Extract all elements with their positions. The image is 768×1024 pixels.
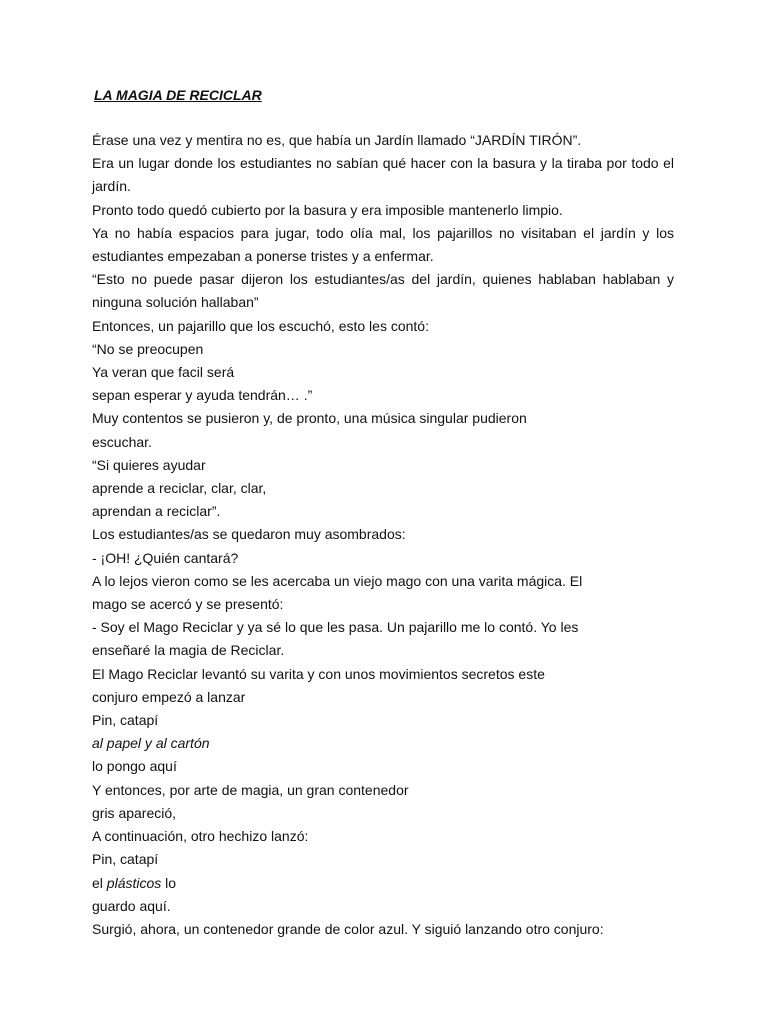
text-line: jardín. [92, 178, 131, 195]
text-line: guardo aquí. [92, 897, 171, 914]
text-line: Ya veran que facil será [92, 364, 235, 381]
text-line: Entonces, un pajarillo que los escuchó, esto les contó: [92, 317, 429, 334]
text-line: enseñaré la magia de Reciclar. [92, 642, 285, 659]
text-line-mixed [92, 872, 674, 895]
text-line: ninguna solución hallaban” [92, 294, 259, 311]
document-title: LA MAGIA DE RECICLAR [94, 87, 262, 103]
text-line: - ¡OH! ¿Quién cantará? [92, 549, 239, 566]
text-fragment-italic: plásticos [106, 874, 162, 891]
text-line: “Esto no puede pasar dijeron los estudiantes/as del jardín, quienes hablaban hablaban y [92, 271, 674, 288]
text-line: lo pongo aquí [92, 758, 177, 775]
document-body [92, 129, 674, 941]
text-line-italic: al papel y al cartón [92, 735, 210, 752]
text-line: aprende a reciclar, clar, clar, [92, 480, 267, 497]
text-line: sepan esperar y ayuda tendrán… .” [92, 387, 313, 404]
text-line: Muy contentos se pusieron y, de pronto, una música singular pudieron [92, 410, 527, 427]
text-line: Ya no había espacios para jugar, todo olía mal, los pajarillos no visitaban el jardín y los [92, 224, 674, 241]
text-line: Los estudiantes/as se quedaron muy asombrados: [92, 526, 406, 543]
text-line: Y entonces, por arte de magia, un gran contenedor [92, 781, 409, 798]
text-line: Surgió, ahora, un contenedor grande de color azul. Y siguió lanzando otro conjuro: [92, 920, 604, 937]
text-fragment: el [92, 874, 107, 891]
text-line: El Mago Reciclar levantó su varita y con unos movimientos secretos este [92, 665, 545, 682]
text-line: Pronto todo quedó cubierto por la basura y era imposible mantenerlo limpio. [92, 201, 563, 218]
text-line: aprendan a reciclar”. [92, 503, 221, 520]
text-line: A lo lejos vieron como se les acercaba un viejo mago con una varita mágica. El [92, 572, 583, 589]
text-line: A continuación, otro hechizo lanzó: [92, 828, 309, 845]
text-line: “Si quieres ayudar [92, 456, 206, 473]
text-line: “No se preocupen [92, 340, 204, 357]
text-line: Pin, catapí [92, 851, 159, 868]
text-line: conjuro empezó a lanzar [92, 688, 246, 705]
text-fragment: lo [161, 874, 177, 891]
text-line: escuchar. [92, 433, 152, 450]
text-line: Pin, catapí [92, 712, 159, 729]
text-line: estudiantes empezaban a ponerse tristes y a enfermar. [92, 248, 434, 265]
text-line: - Soy el Mago Reciclar y ya sé lo que les pasa. Un pajarillo me lo contó. Yo les [92, 619, 579, 636]
text-line: Era un lugar donde los estudiantes no sabían qué hacer con la basura y la tiraba por todo el [92, 155, 674, 172]
text-line: gris apareció, [92, 804, 177, 821]
text-line: Érase una vez y mentira no es, que había un Jardín llamado “JARDÍN TIRÓN”. [92, 132, 582, 148]
text-line: mago se acercó y se presentó: [92, 596, 284, 613]
